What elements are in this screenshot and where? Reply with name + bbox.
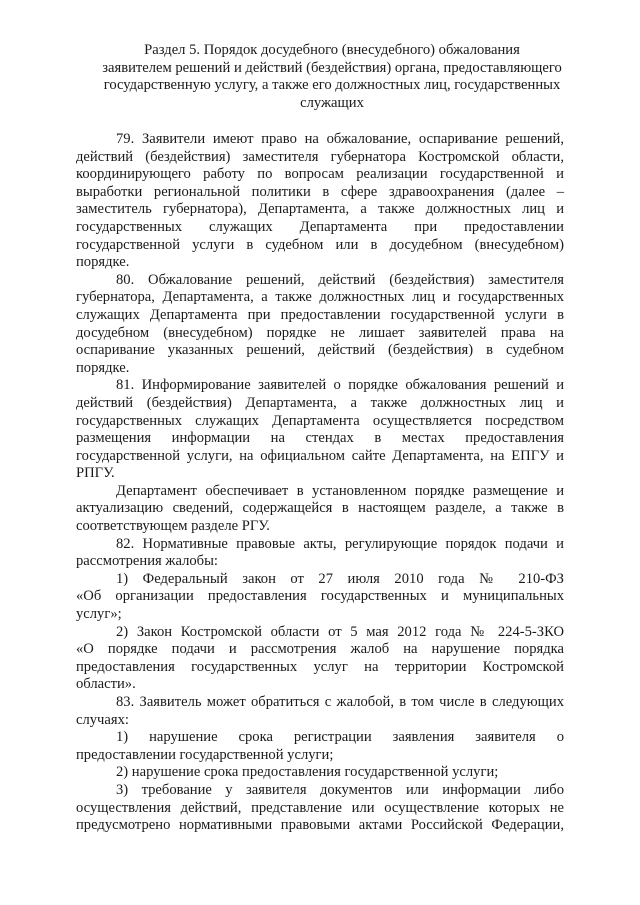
text-line: государственных служащих Департамента осуществляется посредством <box>76 412 564 429</box>
text-line: 1) Федеральный закон от 27 июля 2010 года № 210-ФЗ <box>116 570 564 587</box>
paragraph-83 <box>76 694 564 729</box>
text-line: 3) требование у заявителя документов или информации либо <box>116 781 564 798</box>
text-line: услуг»; <box>76 606 122 623</box>
text-line: 83. Заявитель может обратиться с жалобой, в том числе в следующих <box>116 694 564 710</box>
text-line: порядке. <box>76 359 130 376</box>
text-line: действий (бездействия) заместителя губернатора Костромской области, <box>76 148 564 165</box>
paragraph-82 <box>76 536 564 571</box>
text-line: осуществления действий, представление или осуществление которых не <box>76 799 564 816</box>
text-line: области». <box>76 676 136 693</box>
text-line: выработки региональной политики в сфере здравоохранения (далее – <box>76 183 564 200</box>
text-line: действий (бездействия) Департамента, а также должностных лиц и <box>76 394 564 411</box>
paragraph-81 <box>76 377 564 483</box>
paragraph-83-item-3 <box>76 782 564 835</box>
paragraph-83-item-2 <box>76 764 564 782</box>
text-line: Департамент обеспечивает в установленном порядке размещение и <box>116 482 564 499</box>
text-line: государственной услуги в судебном или в досудебном (внесудебном) <box>76 236 564 253</box>
document-body <box>76 131 564 835</box>
paragraph-79 <box>76 131 564 272</box>
text-line: государственной услуги, на официальном сайте Департамента, на ЕПГУ и <box>76 447 564 464</box>
section-title-line: государственную услугу, а также его должностных лиц, государственных <box>103 77 561 94</box>
text-line: губернатора, Департамента, а также должностных лиц и государственных <box>76 289 564 306</box>
text-line: 82. Нормативные правовые акты, регулирующие порядок подачи и <box>116 535 564 552</box>
text-line: заместитель губернатора), Департамента, а также должностных лиц и <box>76 201 564 218</box>
section-title-line: служащих <box>300 94 364 111</box>
text-line: государственных служащих Департамента при предоставлении <box>76 218 564 235</box>
text-line: 80. Обжалование решений, действий (бездействия) заместителя <box>116 271 564 288</box>
section-title <box>72 42 592 112</box>
text-line: 81. Информирование заявителей о порядке обжалования решений и <box>116 377 564 394</box>
text-line: актуализацию сведений, содержащейся в настоящем разделе, а также в <box>76 500 564 517</box>
text-line: служащих Департамента при предоставлении государственной услуги в <box>76 306 564 323</box>
text-line: РПГУ. <box>76 465 115 482</box>
text-line: размещения информации на стендах в местах предоставления <box>76 430 564 447</box>
section-title-line: заявителем решений и действий (бездействия) органа, предоставляющего <box>102 59 562 76</box>
text-line: 2) Закон Костромской области от 5 мая 2012 года № 224-5-ЗКО <box>116 623 564 640</box>
text-line: 2) нарушение срока предоставления государственной услуги; <box>116 764 499 781</box>
paragraph-82-item-1 <box>76 571 564 624</box>
paragraph-department-duty <box>76 483 564 536</box>
text-line: предоставления государственных услуг на территории Костромской <box>76 658 564 675</box>
paragraph-83-item-1 <box>76 729 564 764</box>
text-line: предоставлении государственной услуги; <box>76 746 334 763</box>
text-line: предусмотрено нормативными правовыми актами Российской Федерации, <box>76 817 564 834</box>
text-line: 79. Заявители имеют право на обжалование, оспаривание решений, <box>116 131 564 147</box>
text-line: оспаривание указанных решений, действий (бездействия) в судебном <box>76 342 564 359</box>
text-line: порядке. <box>76 254 130 271</box>
text-line: «Об организации предоставления государственных и муниципальных <box>76 588 564 605</box>
text-line: «О порядке подачи и рассмотрения жалоб на нарушение порядка <box>76 641 564 658</box>
text-line: соответствующем разделе РГУ. <box>76 518 270 535</box>
text-line: случаях: <box>76 711 129 728</box>
section-title-line: Раздел 5. Порядок досудебного (внесудебного) обжалования <box>144 42 520 58</box>
text-line: 1) нарушение срока регистрации заявления заявителя о <box>116 729 564 746</box>
text-line: досудебном (внесудебном) порядке не лишает заявителей права на <box>76 324 564 341</box>
paragraph-80 <box>76 272 564 378</box>
text-line: рассмотрения жалобы: <box>76 553 218 570</box>
text-line: координирующего работу по вопросам реализации государственной и <box>76 166 564 183</box>
paragraph-82-item-2 <box>76 624 564 694</box>
